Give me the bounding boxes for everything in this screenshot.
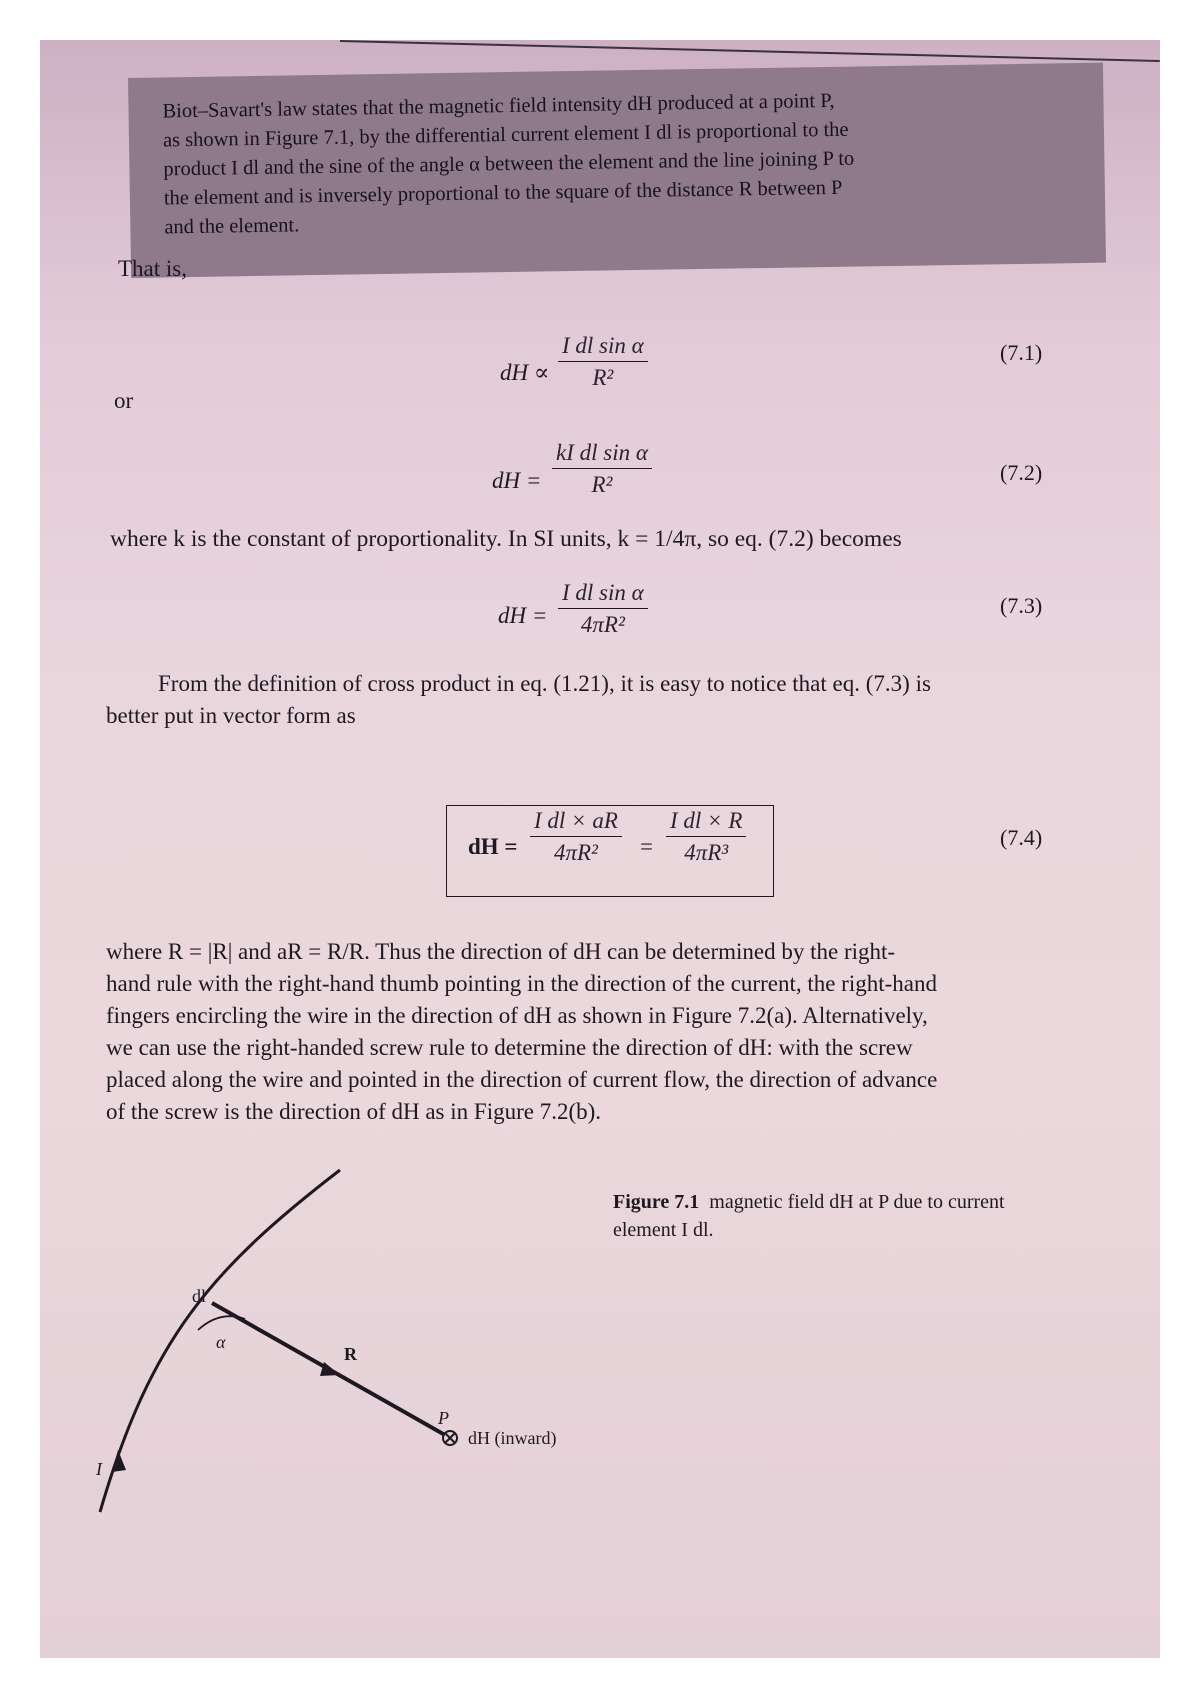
eq-7-3-numerator: I dl sin α (558, 580, 648, 609)
direction-line-5: placed along the wire and pointed in the direction of current flow, the direction of advance (106, 1067, 938, 1092)
eq-7-3-lhs: dH = (498, 603, 548, 628)
definition-line-1: Biot–Savart's law states that the magnetic field intensity dH produced at a point P, (162, 89, 835, 123)
eq-7-2-lhs: dH = (492, 468, 542, 493)
figure-caption-text: magnetic field dH at P due to current (709, 1191, 1005, 1213)
constant-line: where k is the constant of proportionality. In SI units, k = 1/4π, so eq. (7.2) becomes (110, 526, 902, 552)
cross-product-line-1: From the definition of cross product in eq. (1.21), it is easy to notice that eq. (7.3) is (158, 671, 931, 696)
eq-7-1-number: (7.1) (1000, 340, 1043, 365)
eq-7-3-denominator: 4πR² (580, 612, 625, 637)
direction-line-1: where R = |R| and aR = R/R. Thus the direction of dH can be determined by the right- (106, 939, 896, 964)
label-R: R (344, 1344, 357, 1364)
label-alpha: α (216, 1332, 226, 1352)
that-is-label: That is, (118, 256, 187, 281)
label-P: P (438, 1408, 449, 1428)
eq-7-4-denominator-1: 4πR² (553, 840, 598, 865)
figure-caption-label: Figure 7.1 (613, 1191, 700, 1213)
current-arrow-icon (112, 1450, 126, 1472)
direction-line-3: fingers encircling the wire in the direction of dH as shown in Figure 7.2(a). Alternatively, (106, 1003, 928, 1028)
eq-7-1-lhs: dH ∝ (500, 360, 550, 385)
figure-7-1-diagram (40, 40, 1160, 1658)
eq-7-4-numerator-1: I dl × aR (530, 808, 622, 837)
or-label: or (114, 388, 134, 413)
eq-7-1-denominator: R² (592, 365, 614, 390)
definition-line-3: product I dl and the sine of the angle α between the element and the line joining P to (163, 147, 855, 181)
eq-7-3-number: (7.3) (1000, 593, 1043, 618)
eq-7-4-numerator-2: I dl × R (666, 808, 746, 837)
label-I: I (96, 1459, 102, 1479)
eq-7-2-numerator: kI dl sin α (552, 440, 652, 469)
direction-line-4: we can use the right-handed screw rule to determine the direction of dH: with the screw (106, 1035, 913, 1060)
figure-caption-text-2: element I dl. (613, 1219, 714, 1241)
eq-7-4-lhs: dH = (468, 834, 518, 859)
cross-product-line-2: better put in vector form as (106, 703, 356, 728)
eq-7-2-denominator: R² (591, 472, 613, 497)
textbook-page (40, 40, 1160, 1658)
eq-7-4-number: (7.4) (1000, 825, 1043, 850)
eq-7-1-numerator: I dl sin α (558, 333, 648, 362)
label-dl: dl (192, 1286, 207, 1306)
direction-line-2: hand rule with the right-hand thumb pointing in the direction of the current, the right-hand (106, 971, 937, 996)
definition-line-2: as shown in Figure 7.1, by the differential current element I dl is proportional to the (162, 118, 849, 152)
definition-line-4: the element and is inversely proportional to the square of the distance R between P (163, 176, 843, 210)
eq-7-4-equals: = (640, 834, 653, 859)
eq-7-4-denominator-2: 4πR³ (684, 840, 729, 865)
direction-line-6: of the screw is the direction of dH as in Figure 7.2(b). (106, 1099, 602, 1124)
eq-7-2-number: (7.2) (1000, 460, 1043, 485)
label-dH-inward: dH (inward) (468, 1428, 557, 1448)
definition-line-5: and the element. (164, 214, 300, 239)
